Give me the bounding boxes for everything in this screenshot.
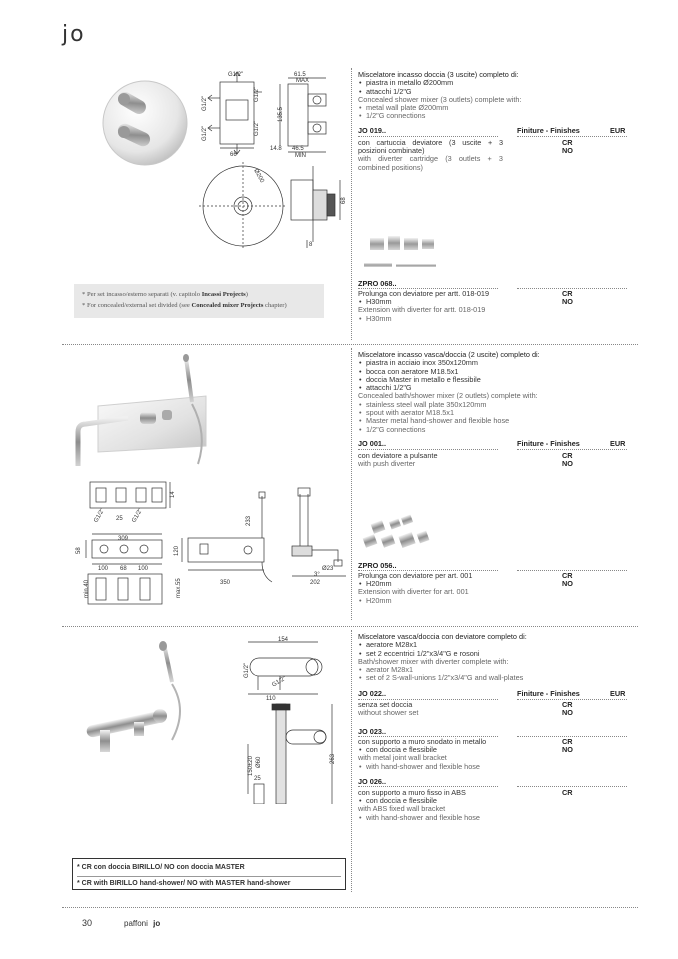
- dim-g4: G1/2": [254, 86, 260, 102]
- s3p3-dots-a: [358, 786, 498, 787]
- s2p1-code: JO 001..: [358, 439, 386, 448]
- section2-extension-photo: [360, 514, 440, 556]
- s2p1-dots-b: [517, 449, 627, 450]
- column-divider-3: [351, 630, 352, 892]
- s1-finishes-label: Finiture - Finishes: [517, 126, 580, 135]
- s3p3-desc: con supporto a muro fisso in ABS • con doccia e flessibile with ABS fixed wall bracket • with hand-shower and flexible hose: [358, 789, 503, 822]
- s2p2-code: ZPRO 056..: [358, 561, 397, 570]
- s3p3-dots-b: [517, 786, 627, 787]
- dim-200: Ø200: [252, 168, 265, 184]
- dim-g1: G1/2": [228, 72, 244, 78]
- s3p1-code: JO 022..: [358, 689, 386, 698]
- s1p1-finishes: CR NO: [562, 138, 573, 155]
- dim-148: 14.8: [270, 146, 282, 152]
- s2-dim-100b: 100: [138, 566, 149, 572]
- s3-dim-263: 263: [330, 753, 336, 764]
- page-number: 30: [82, 918, 93, 928]
- section1-extension-photo: [362, 232, 442, 272]
- section1-note-box: [74, 284, 324, 318]
- section1-title-en: Concealed shower mixer (3 outlets) complete with:: [358, 94, 522, 104]
- dim-1355: 135.5: [278, 106, 284, 122]
- section2-product-photo: [68, 354, 218, 466]
- s3-dim-g1: G1/2": [244, 662, 250, 678]
- s2p1-desc: con deviatore a pulsante with push diverter: [358, 451, 438, 469]
- s2-dim-202: 202: [310, 580, 321, 586]
- section3-description: Miscelatore vasca/doccia con deviatore completo di: • aeratore M28x1 • set 2 eccentrici 1/2"x3/4"G e rosoni Bath/shower mixer with diverter complete with: • aerator M28x1 • set of 2 S-wall-unions 1/2"x3/4"G and wall-plates: [358, 633, 527, 683]
- s3p2-finishes: CR NO: [562, 737, 573, 754]
- section3-product-photo: [80, 640, 200, 760]
- s2-dim-233: 233: [246, 515, 252, 526]
- s1p1-desc: con cartuccia deviatore (3 uscite + 3 posizioni combinate) with diverter cartridge (3 outlets + 3 combined positions): [358, 138, 503, 172]
- section-divider-1: [62, 344, 638, 345]
- section1-bullets-it: • piastra in metallo Ø200mm • attacchi 1/2"G: [358, 79, 521, 96]
- dim-min: MIN: [295, 153, 306, 159]
- footer-brand-name: paffoni: [124, 919, 148, 928]
- section1-technical-drawing-top: [200, 68, 350, 160]
- s2-dim-25: 25: [116, 516, 123, 522]
- footer-brand: [124, 919, 160, 928]
- s2p2-desc: Prolunga con deviatore per art. 001 • H20mm Extension with diverter for art. 001 • H20mm: [358, 572, 503, 605]
- s2-dim-3: 3°: [314, 572, 320, 578]
- note2: * For concealed/external set divided (see Concealed mixer Projects chapter): [82, 302, 287, 309]
- s3p1-desc: senza set doccia without shower set: [358, 700, 419, 718]
- s2-dim-max55: max.55: [176, 578, 182, 598]
- section1-title-it: Miscelatore incasso doccia (3 uscite) completo di:: [358, 70, 519, 79]
- s2-dim-350: 350: [220, 580, 231, 586]
- column-divider-1: [351, 68, 352, 340]
- section3-warning-box: [72, 858, 346, 890]
- s2-dim-58: 58: [76, 547, 82, 554]
- s3p1-finishes: CR NO: [562, 700, 573, 717]
- section2-description: Miscelatore incasso vasca/doccia (2 uscite) completo di: • piastra in acciaio inox 350x120mm • bocca con aeratore M18.5x1 • doccia Master in metallo e flessibile • attacchi 1/2"G Concealed bath/shower mixer (2 outlets) complete with: • stainless steel wall plate 350x120mm • spout with aerator M18.5x1 • Master metal hand-shower and flexible hose • 1/2"G connections: [358, 351, 540, 434]
- s2p1-dots-a: [358, 449, 498, 450]
- s2-dim-g1: G1/2": [93, 507, 107, 524]
- footer-collection: jo: [153, 919, 161, 928]
- s2-dim-100a: 100: [98, 566, 109, 572]
- s1p1-code: JO 019..: [358, 126, 386, 135]
- s2-dim-23: Ø23: [322, 566, 334, 572]
- s2-dim-min40: min.40: [84, 579, 90, 598]
- dim-8: 8: [309, 242, 313, 248]
- section1-bullets-en: • metal wall plate Ø200mm • 1/2"G connections: [358, 104, 521, 121]
- dim-68: 68: [341, 197, 347, 204]
- s2-eur-label: EUR: [610, 439, 626, 448]
- brand-logo: jo: [62, 22, 86, 47]
- s3-dim-154: 154: [278, 637, 289, 643]
- s1p1-dots-a: [358, 136, 498, 137]
- s2p1-finishes: CR NO: [562, 451, 573, 468]
- column-divider-2: [351, 348, 352, 620]
- section1-description: [358, 71, 521, 121]
- dim-g5: G1/2": [254, 120, 260, 136]
- s3p3-code: JO 026..: [358, 777, 386, 786]
- s3p2-code: JO 023..: [358, 727, 386, 736]
- dim-66: 66: [230, 152, 237, 158]
- section3-technical-drawing: [228, 634, 340, 804]
- s3-dim-60: Ø60: [256, 756, 262, 768]
- s1p2-desc: Prolunga con deviatore per artt. 018-019 • H30mm Extension with diverter for artt. 018-019 • H30mm: [358, 290, 503, 323]
- s3-dim-25: 25: [254, 776, 261, 782]
- dim-615: 61.5: [294, 72, 306, 78]
- s2-dim-14: 14: [170, 491, 176, 498]
- s3p2-desc: con supporto a muro snodato in metallo • con doccia e flessibile with metal joint wall bracket • with hand-shower and flexible hose: [358, 738, 503, 771]
- s1p1-dots-b: [517, 136, 627, 137]
- s3-dim-150: 150±20: [248, 756, 254, 776]
- s1p2-code: ZPRO 068..: [358, 279, 397, 288]
- s2-dim-309: 309: [118, 536, 129, 542]
- section1-product-photo: [95, 78, 195, 168]
- s2-dim-68: 68: [120, 566, 127, 572]
- section-divider-2: [62, 626, 638, 627]
- s2-dim-120: 120: [174, 545, 180, 556]
- dim-g3: G1/2": [202, 125, 208, 141]
- section1-technical-drawing-bottom: [195, 160, 350, 252]
- s2-finishes-label: Finiture - Finishes: [517, 439, 580, 448]
- warn1: * CR con doccia BIRILLO/ NO con doccia MASTER: [77, 864, 245, 871]
- section2-technical-drawing: [66, 474, 351, 614]
- footer-divider: [62, 907, 638, 908]
- warn2: * CR with BIRILLO hand-shower/ NO with MASTER hand-shower: [77, 876, 341, 890]
- s3-finishes-label: Finiture - Finishes: [517, 689, 580, 698]
- s3-dim-g2: G1/2": [271, 675, 288, 689]
- s3-eur-label: EUR: [610, 689, 626, 698]
- note1: * Per set incasso/esterno separati (v. capitolo Incassi Projects): [82, 291, 248, 298]
- s1p2-finishes: CR NO: [562, 289, 573, 306]
- s2p2-finishes: CR NO: [562, 571, 573, 588]
- dim-g2: G1/2": [202, 95, 208, 111]
- s3p3-finishes: CR: [562, 788, 573, 797]
- dim-465: 46.5: [292, 146, 304, 152]
- s1-eur-label: EUR: [610, 126, 626, 135]
- s3-dim-110: 110: [266, 696, 276, 702]
- s2-dim-g2: G1/2": [131, 507, 145, 524]
- dim-max: MAX: [296, 78, 310, 84]
